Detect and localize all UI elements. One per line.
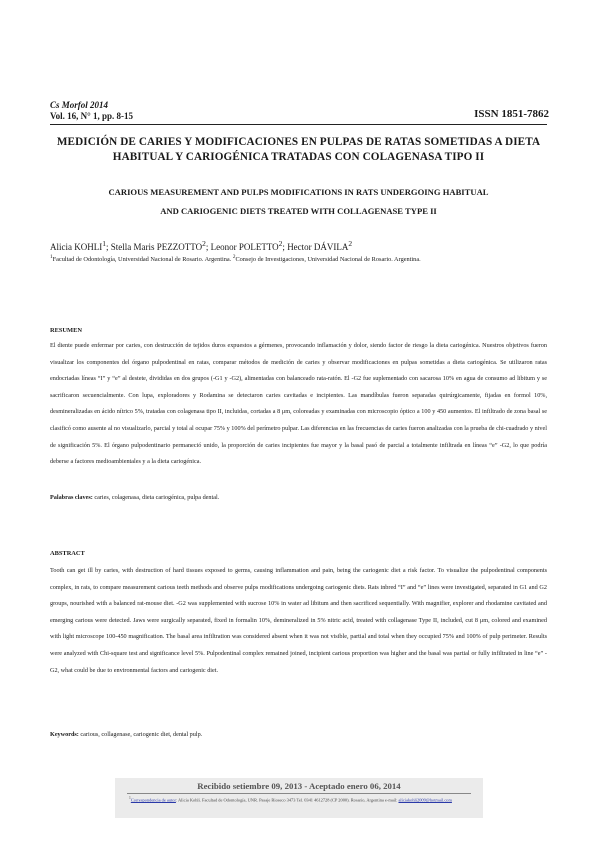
title-english: [50, 183, 547, 221]
email-link[interactable]: aliciakohli2009@hotmail.com: [398, 797, 452, 803]
abstract-keywords: [50, 730, 202, 740]
affiliations: [50, 252, 547, 265]
resumen-body: El diente puede enfermar por caries, con destrucción de tejidos duros expuestos a gérmenes, provocando inflamación y dolor, siendo factor de riesgo la dieta cariogénica. Nuestros objetivos fueron visualizar los componentes del órgano pulpodentinal en ratas, comparar métodos de medición de caries y observar modificaciones en pulpas sometidas a dieta cariogénica. Se utilizaron ratas endocriadas líneas “I” y “e” al destete, divididas en dos grupos (-G1 y -G2), alimentadas con balanceado rata-ratón. El -G2 fue suplementado con sacarosa 10% en agua de consumo ad libitum y se sacrificaron secuencialmente. Con lupa, exploradores y Rodamina se detectaron caries cavitadas e incipientes. Las mandíbulas fueron separadas quirúrgicamente, fijadas en formol 10%, desmineralizadas en ácido nítrico 5%, tratadas con colagenasa tipo II, incluidas, cortadas a 8 μm, coloreadas y examinadas con microscopio óptico a 100 y 450 aumentos. El infiltrado de zona basal se clasificó como ausente al no visualizarlo, parcial y total al ocupar 75% y 100% del perímetro pulpar. Las diferencias en las frecuencias de caries fueron analizadas con la prueba de chi-cuadrado y nivel de significación 5%. El órgano pulpodentinario permaneció unido, la proporción de caries incipientes fue mayor y la basal pasó de parcial a totalmente infiltrada en líneas “e” -G2, lo que podría deberse a factores medioambientales y a la dieta cariogénica.: [50, 342, 547, 466]
received-accepted-dates: Recibido setiembre 09, 2013 - Aceptado enero 06, 2014: [197, 781, 401, 791]
abstract-body: Tooth can get ill by caries, with destruction of hard tissues exposed to germs, causing inflammation and pain, being the cariogenic diet a risk factor. To visualize the pulpodentinal components complex, in rats, to compare measurement carious teeth methods and observe pulps modifications undergoing cariogenic diets. Rats inbred “I” and “e” lines were investigated, separated in G1 and G2 groups, nourished with a balanced rat-mouse diet. -G2 was supplemented with sucrose 10% in water ad libitum and then sacrificed sequentially. With magnifier, explorer and rhodamine cavitated and emerging carious were detected. Jaws were surgically separated, fixed in formalin 10%, demineralized in 5% nitric acid, treated with collagenase Type II, included, cut 8 μm, colored and examined with light microscope 100-450 magnification. The basal area infiltration was considered absent when it was not visible, partial and total when they occupied 75% and 100% of pulp perimeter. Results were analyzed with Chi-square test and significance level 5%. Pulpodentinal complex remained joined, incipient carious proportion was higher and the basal was partial or fully infiltrated in line “e” -G2, what could be due to environmental factors and cariogenic diet.: [50, 567, 547, 674]
author-affiliation-mark: 1: [102, 239, 106, 248]
title-english-line-1: CARIOUS MEASUREMENT AND PULPS MODIFICATIONS IN RATS UNDERGOING HABITUAL: [108, 187, 489, 197]
author-list: [50, 238, 547, 253]
resumen-keywords: [50, 493, 219, 503]
resumen-heading: RESUMEN: [50, 327, 82, 334]
correspondence-link[interactable]: Correspondencia de autor: [130, 797, 176, 803]
title-spanish: MEDICIÓN DE CARIES Y MODIFICACIONES EN PULPAS DE RATAS SOMETIDAS A DIETA HABITUAL Y CARIOGÉNICA TRATADAS CON COLAGENASA TIPO II: [56, 136, 541, 163]
affiliation-mark: 1: [50, 254, 53, 260]
footer-rule: [127, 793, 471, 794]
author-name: Hector DÁVILA: [287, 242, 349, 252]
affiliation-mark: 2: [232, 254, 236, 260]
author-name: Alicia KOHLI: [50, 242, 103, 252]
author-affiliation-mark: 2: [348, 239, 353, 248]
journal-name: Cs Morfol 2014: [50, 100, 109, 110]
affiliation-text: Facultad de Odontología, Universidad Nacional de Rosario. Argentina.: [52, 256, 233, 264]
header-rule: [50, 124, 547, 125]
correspondence-text: : Alicia Kohli. Facultad de Odontología, UNR. Pasaje Rioseco 3473 Tel. 0341 4612728 (CP 2000). Rosario, Argentina e-mail:: [175, 797, 399, 803]
correspondence-note: [129, 795, 471, 804]
correspondence-mark: 1: [129, 796, 131, 800]
author-name: Stella Maris PEZZOTTO: [110, 242, 203, 252]
keywords-text: caries, colagenasa, dieta cariogénica, pulpa dental.: [92, 494, 220, 501]
author-affiliation-mark: 2: [278, 239, 283, 248]
issn: ISSN 1851-7862: [474, 108, 549, 120]
author-name: Leonor POLETTO: [210, 242, 279, 252]
author-affiliation-mark: 2: [202, 239, 206, 248]
journal-volume: Vol. 16, N° 1, pp. 8-15: [50, 111, 134, 121]
keywords-text: carious, collagenase, cariogenic diet, dental pulp.: [78, 731, 203, 738]
abstract-heading: ABSTRACT: [50, 550, 85, 557]
title-english-line-2: AND CARIOGENIC DIETS TREATED WITH COLLAGENASE TYPE II: [160, 206, 437, 216]
affiliation-text: Consejo de Investigaciones, Universidad Nacional de Rosario. Argentina.: [235, 256, 421, 264]
keywords-label: Palabras claves:: [50, 494, 93, 501]
author-separator: ;: [105, 242, 111, 252]
keywords-label: Keywords:: [50, 731, 79, 738]
footer-box: [115, 778, 483, 818]
author-separator: ;: [282, 242, 288, 252]
author-separator: ;: [205, 242, 211, 252]
